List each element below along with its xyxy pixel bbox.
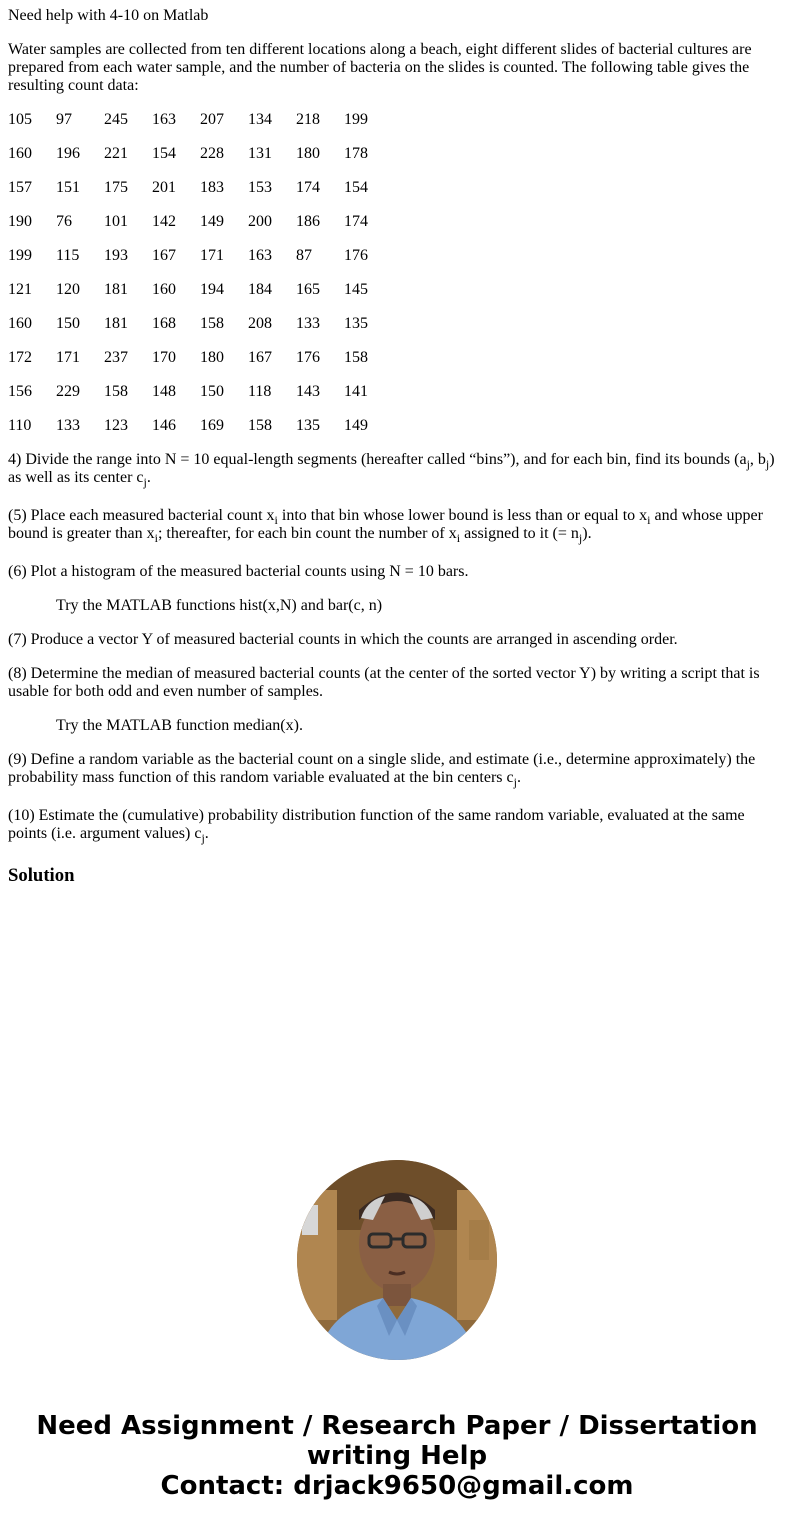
- count-cell: 146: [152, 417, 176, 434]
- item-9: [8, 751, 786, 787]
- count-cell: 158: [344, 349, 368, 366]
- subscript: i: [274, 513, 278, 527]
- count-cell: 150: [200, 383, 224, 400]
- count-cell: 196: [56, 145, 80, 162]
- item-8-hint: Try the MATLAB function median(x).: [56, 717, 303, 734]
- count-cell: 181: [104, 315, 128, 332]
- item-5-text: assigned to it (= n: [460, 525, 579, 542]
- count-cell: 160: [8, 145, 32, 162]
- banner-contact: Contact: drjack9650@gmail.com: [160, 1471, 634, 1501]
- count-cell: 157: [8, 179, 32, 196]
- count-cell: 133: [296, 315, 320, 332]
- count-cell: 143: [296, 383, 320, 400]
- count-cell: 115: [56, 247, 80, 264]
- count-cell: 135: [344, 315, 368, 332]
- subscript: j: [513, 775, 517, 789]
- count-cell: 207: [200, 111, 224, 128]
- count-row: [8, 247, 786, 265]
- count-cell: 154: [152, 145, 176, 162]
- avatar: [297, 1160, 497, 1360]
- item-4-text: .: [146, 469, 151, 486]
- count-row: [8, 383, 786, 401]
- count-cell: 158: [200, 315, 224, 332]
- item-7: (7) Produce a vector Y of measured bacterial counts in which the counts are arranged in ascending order.: [8, 631, 678, 648]
- count-table: [8, 111, 786, 435]
- count-cell: 141: [344, 383, 368, 400]
- intro-paragraph: Water samples are collected from ten different locations along a beach, eight different slides of bacterial cultures are prepared from each water sample, and the number of bacteria on the slides is counted. The following table gives the resulting count data:: [8, 41, 752, 94]
- count-row: [8, 179, 786, 197]
- count-cell: 170: [152, 349, 176, 366]
- item-4-text: ) as well as its center c: [8, 451, 775, 486]
- count-cell: 131: [248, 145, 272, 162]
- count-cell: 199: [8, 247, 32, 264]
- subscript: i: [154, 531, 158, 545]
- count-cell: 218: [296, 111, 320, 128]
- count-cell: 165: [296, 281, 320, 298]
- count-cell: 123: [104, 417, 128, 434]
- count-cell: 183: [200, 179, 224, 196]
- count-cell: 181: [104, 281, 128, 298]
- item-4-text: 4) Divide the range into N = 10 equal-length segments (hereafter called “bins”), and for each bin, find its bounds (a: [8, 451, 747, 468]
- count-cell: 176: [296, 349, 320, 366]
- count-cell: 149: [344, 417, 368, 434]
- count-cell: 110: [8, 417, 32, 434]
- count-cell: 97: [56, 111, 72, 128]
- banner-line: writing Help: [306, 1441, 488, 1471]
- count-cell: 145: [344, 281, 368, 298]
- count-cell: 150: [56, 315, 80, 332]
- count-cell: 169: [200, 417, 224, 434]
- count-cell: 201: [152, 179, 176, 196]
- count-cell: 193: [104, 247, 128, 264]
- count-row: [8, 145, 786, 163]
- count-cell: 172: [8, 349, 32, 366]
- count-cell: 163: [152, 111, 176, 128]
- count-row: [8, 315, 786, 333]
- count-cell: 160: [152, 281, 176, 298]
- subscript: j: [765, 457, 770, 471]
- count-cell: 142: [152, 213, 176, 230]
- count-cell: 174: [344, 213, 368, 230]
- subscript: j: [746, 457, 750, 471]
- count-cell: 178: [344, 145, 368, 162]
- item-5-text: (5) Place each measured bacterial count x: [8, 507, 275, 524]
- banner-line: Need Assignment / Research Paper / Dissertation: [36, 1411, 758, 1441]
- count-cell: 171: [200, 247, 224, 264]
- question-title: Need help with 4-10 on Matlab: [8, 7, 209, 24]
- question-content: [0, 7, 794, 887]
- subscript: j: [143, 475, 147, 489]
- count-row: [8, 213, 786, 231]
- solution-heading: Solution: [8, 865, 75, 886]
- count-cell: 76: [56, 213, 72, 230]
- item-4-text: , b: [749, 451, 766, 468]
- count-row: [8, 349, 786, 367]
- count-cell: 228: [200, 145, 224, 162]
- count-cell: 156: [8, 383, 32, 400]
- count-cell: 180: [296, 145, 320, 162]
- count-cell: 160: [8, 315, 32, 332]
- count-cell: 221: [104, 145, 128, 162]
- item-5-text: ).: [582, 525, 592, 542]
- item-5-text: ; thereafter, for each bin count the number of x: [157, 525, 457, 542]
- count-cell: 190: [8, 213, 32, 230]
- contact-banner: [0, 1411, 794, 1501]
- count-cell: 199: [344, 111, 368, 128]
- count-cell: 105: [8, 111, 32, 128]
- subscript: i: [647, 513, 651, 527]
- count-cell: 167: [248, 349, 272, 366]
- count-cell: 237: [104, 349, 128, 366]
- count-cell: 158: [248, 417, 272, 434]
- count-cell: 158: [104, 383, 128, 400]
- count-cell: 148: [152, 383, 176, 400]
- item-10: [8, 807, 786, 843]
- count-cell: 200: [248, 213, 272, 230]
- subscript: j: [201, 831, 205, 845]
- count-cell: 153: [248, 179, 272, 196]
- item-8: (8) Determine the median of measured bacterial counts (at the center of the sorted vector Y) by writing a script that is usable for both odd and even number of samples.: [8, 665, 760, 700]
- count-cell: 171: [56, 349, 80, 366]
- count-cell: 87: [296, 247, 312, 264]
- count-cell: 101: [104, 213, 128, 230]
- count-row: [8, 417, 786, 435]
- count-cell: 208: [248, 315, 272, 332]
- count-cell: 174: [296, 179, 320, 196]
- count-cell: 121: [8, 281, 32, 298]
- item-6: (6) Plot a histogram of the measured bacterial counts using N = 10 bars.: [8, 563, 469, 580]
- count-cell: 176: [344, 247, 368, 264]
- avatar-portrait: [297, 1160, 497, 1360]
- count-cell: 180: [200, 349, 224, 366]
- subscript: i: [456, 531, 461, 545]
- item-5: [8, 507, 786, 543]
- count-cell: 154: [344, 179, 368, 196]
- count-cell: 245: [104, 111, 128, 128]
- item-10-text: (10) Estimate the (cumulative) probability distribution function of the same random variable, evaluated at the same points (i.e. argument values) c: [8, 807, 745, 842]
- count-cell: 229: [56, 383, 80, 400]
- count-row: [8, 281, 786, 299]
- count-cell: 118: [248, 383, 272, 400]
- item-4: [8, 451, 786, 487]
- item-5-text: into that bin whose lower bound is less than or equal to x: [277, 507, 648, 524]
- count-cell: 186: [296, 213, 320, 230]
- item-10-text: .: [204, 825, 209, 842]
- count-cell: 163: [248, 247, 272, 264]
- count-cell: 151: [56, 179, 80, 196]
- subscript: j: [578, 531, 583, 545]
- count-cell: 133: [56, 417, 80, 434]
- count-cell: 175: [104, 179, 128, 196]
- count-cell: 167: [152, 247, 176, 264]
- count-cell: 184: [248, 281, 272, 298]
- item-9-text: (9) Define a random variable as the bacterial count on a single slide, and estimate (i.e., determine approximately) the probability mass function of this random variable evaluated at the bin centers c: [8, 751, 756, 786]
- count-cell: 134: [248, 111, 272, 128]
- count-cell: 194: [200, 281, 224, 298]
- count-row: [8, 111, 786, 129]
- count-cell: 120: [56, 281, 80, 298]
- item-5-text: and whose upper bound is greater than x: [8, 507, 763, 542]
- item-6-hint: Try the MATLAB functions hist(x,N) and bar(c, n): [56, 597, 383, 614]
- count-cell: 135: [296, 417, 320, 434]
- count-cell: 168: [152, 315, 176, 332]
- item-9-text: .: [516, 769, 521, 786]
- count-cell: 149: [200, 213, 224, 230]
